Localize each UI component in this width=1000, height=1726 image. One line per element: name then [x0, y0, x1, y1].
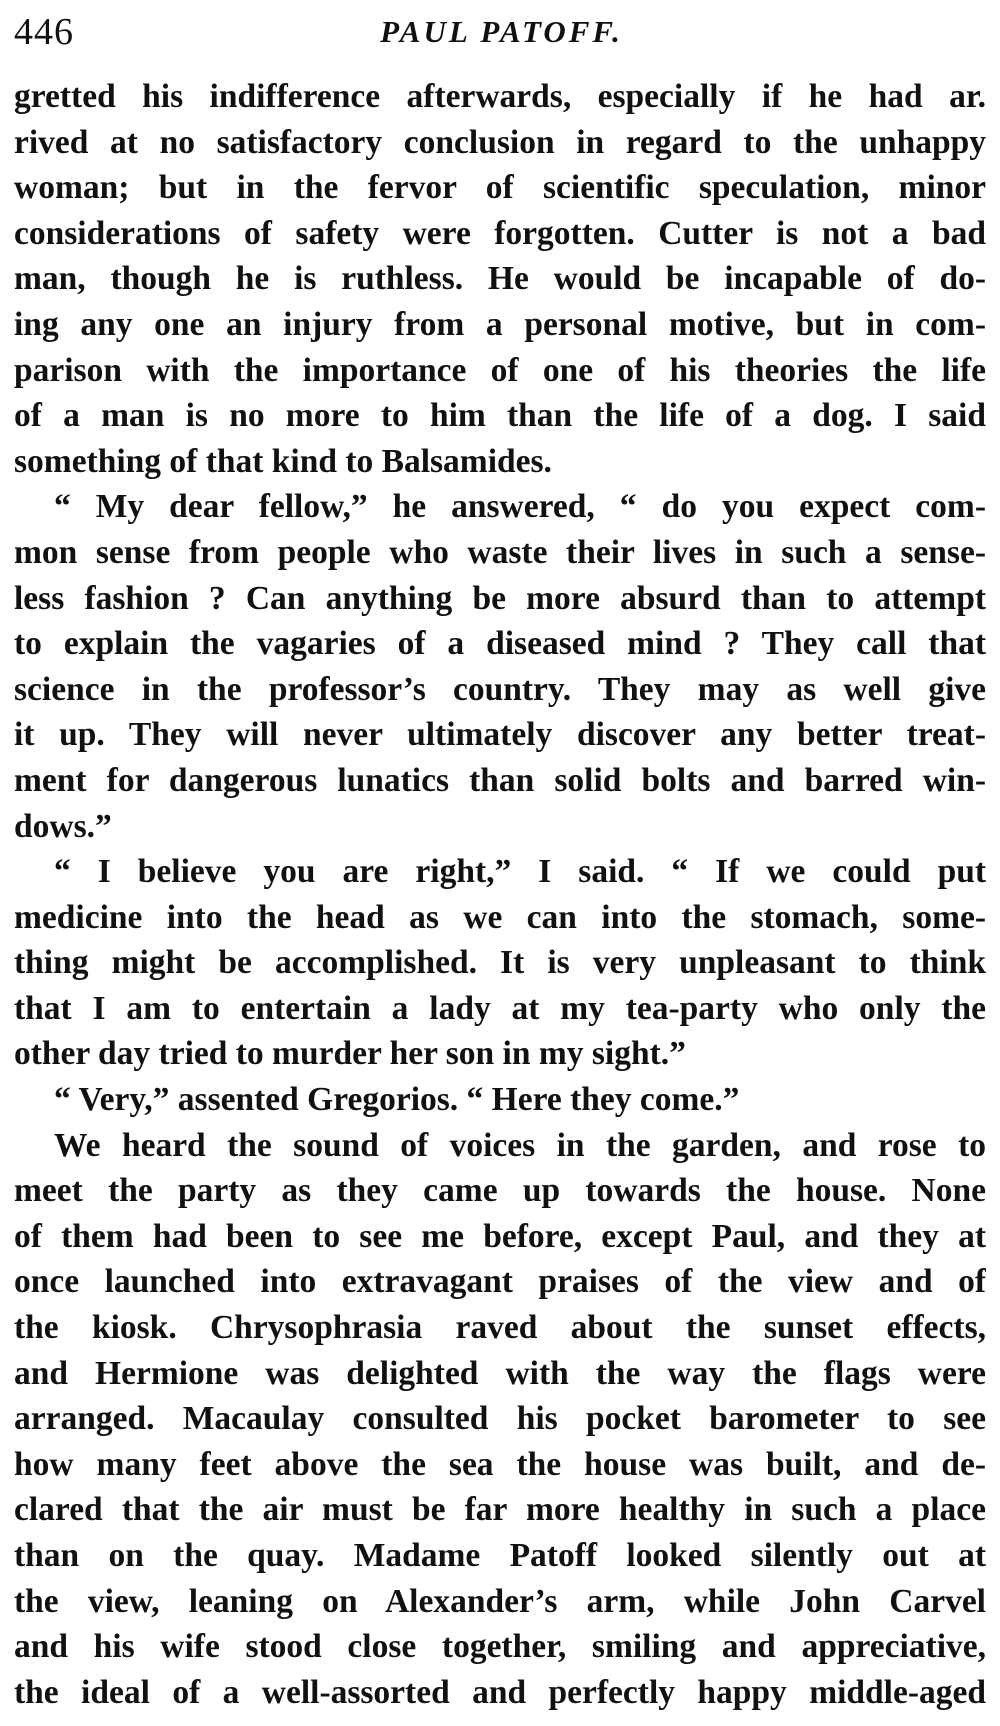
text-line: gretted his indifference afterwards, especially if he had ar. — [14, 78, 986, 115]
text-line: “ I believe you are right,” I said. “ If we could put — [54, 853, 986, 891]
text-line: considerations of safety were forgotten. Cutter is not a bad — [14, 214, 986, 252]
text-line: We heard the sound of voices in the garden, and rose to — [54, 1126, 986, 1164]
text-line: and Hermione was delighted with the way the flags were — [14, 1354, 986, 1392]
text-line: “ Very,” assented Gregorios. “ Here they come.” — [54, 1081, 740, 1119]
body-text — [14, 74, 986, 1715]
text-line: of them had been to see me before, except Paul, and they at — [14, 1217, 986, 1255]
text-line: to explain the vagaries of a diseased mind ? They call that — [14, 625, 986, 663]
text-line: the view, leaning on Alexander’s arm, while John Carvel — [14, 1582, 986, 1620]
page-number: 446 — [14, 11, 74, 53]
text-line: meet the party as they came up towards the house. None — [14, 1172, 986, 1210]
text-line: medicine into the head as we can into the stomach, some- — [14, 898, 986, 936]
text-line: science in the professor’s country. They may as well give — [14, 670, 986, 708]
text-line: dows.” — [14, 807, 112, 845]
running-title: PAUL PATOFF. — [380, 14, 623, 49]
text-line: of a man is no more to him than the life of a dog. I said — [14, 397, 986, 435]
text-line: thing might be accomplished. It is very unpleasant to think — [14, 944, 986, 982]
text-line: clared that the air must be far more healthy in such a place — [14, 1491, 986, 1529]
text-line: ment for dangerous lunatics than solid bolts and barred win- — [14, 761, 986, 799]
text-line: less fashion ? Can anything be more absurd than to attempt — [14, 579, 986, 617]
text-line: how many feet above the sea the house was built, and de- — [14, 1445, 986, 1483]
text-line: and his wife stood close together, smiling and appreciative, — [14, 1628, 986, 1666]
text-line: parison with the importance of one of his theories the life — [14, 351, 986, 389]
text-line: the ideal of a well-assorted and perfectly happy middle-aged — [14, 1673, 986, 1711]
page-header — [14, 6, 989, 58]
text-line: other day tried to murder her son in my sight.” — [14, 1035, 686, 1073]
text-line: than on the quay. Madame Patoff looked silently out at — [14, 1537, 986, 1574]
text-line: “ My dear fellow,” he answered, “ do you expect com- — [54, 488, 986, 526]
text-line: rived at no satisfactory conclusion in regard to the unhappy — [14, 123, 986, 161]
text-line: the kiosk. Chrysophrasia raved about the sunset effects, — [14, 1309, 986, 1347]
text-line: that I am to entertain a lady at my tea-party who only the — [14, 989, 986, 1027]
text-line: it up. They will never ultimately discover any better treat- — [14, 716, 986, 754]
text-line: ing any one an injury from a personal motive, but in com- — [14, 305, 986, 343]
text-line: mon sense from people who waste their lives in such a sense- — [14, 533, 986, 571]
text-line: once launched into extravagant praises of the view and of — [14, 1263, 986, 1301]
text-line: arranged. Macaulay consulted his pocket barometer to see — [14, 1400, 986, 1438]
text-line: man, though he is ruthless. He would be incapable of do- — [14, 260, 986, 298]
text-line: something of that kind to Balsamides. — [14, 442, 552, 480]
text-line: woman; but in the fervor of scientific speculation, minor — [14, 169, 986, 207]
